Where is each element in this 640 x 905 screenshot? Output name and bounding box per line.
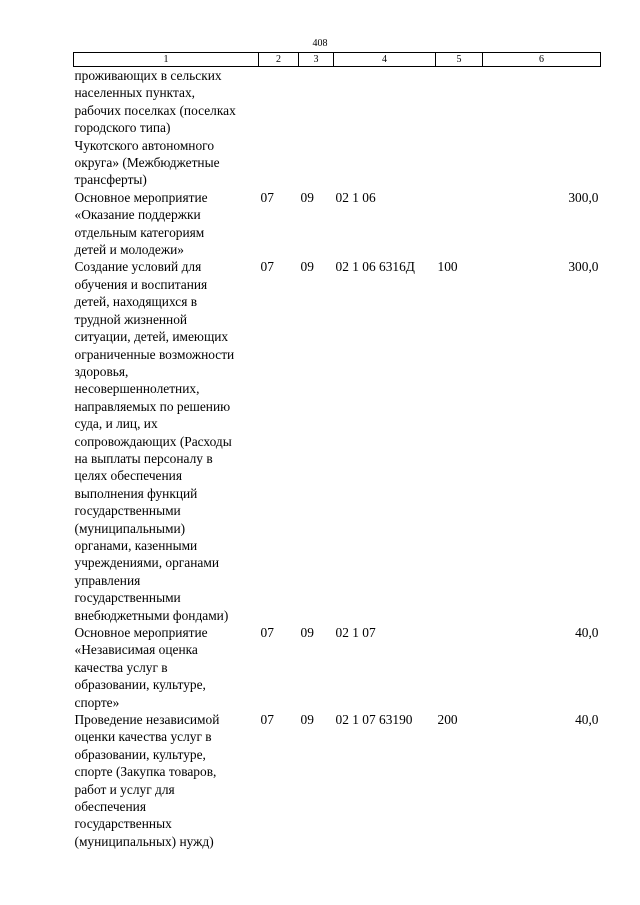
page-number: 408 <box>312 38 328 49</box>
amount: 40,0 <box>575 712 599 728</box>
item-name: проживающих в сельских населенных пунктах, рабочих поселках (поселках городского типа) Чукотского автономного округа» (Межбюджетные трансферты) <box>74 68 236 188</box>
section-code: 07 <box>260 625 274 640</box>
column-header: 4 <box>334 53 436 67</box>
expense-type-code: 100 <box>437 259 458 275</box>
target-article-code: 02 1 06 6316Д <box>335 259 415 275</box>
table-row <box>74 67 601 189</box>
subsection-code <box>299 67 334 189</box>
table-row <box>74 711 601 850</box>
amount: 40,0 <box>575 625 599 640</box>
expense-type-code <box>436 189 483 259</box>
section-code: 07 <box>260 189 274 205</box>
item-name: Основное мероприятие «Оказание поддержки отдельным категориям детей и молодежи» <box>74 189 208 258</box>
target-article-code: 02 1 07 <box>335 625 376 640</box>
column-header: 3 <box>299 53 334 67</box>
item-name: Проведение независимой оценки качества услуг в образовании, культуре, спорте (Закупка товаров, работ и услуг для обеспечения государственных (муниципальных) нужд) <box>74 712 220 849</box>
amount <box>483 67 601 189</box>
table-row <box>74 624 601 711</box>
table-row <box>74 189 601 259</box>
section-code: 07 <box>260 259 274 275</box>
amount: 300,0 <box>568 259 599 275</box>
subsection-code: 09 <box>300 189 314 205</box>
expense-type-code <box>436 67 483 189</box>
table-row <box>74 258 601 624</box>
column-number-row <box>74 53 601 67</box>
target-article-code: 02 1 06 <box>335 189 376 205</box>
item-name: Основное мероприятие «Независимая оценка качества услуг в образовании, культуре, спорте» <box>74 625 208 710</box>
budget-table <box>73 52 601 850</box>
section-code <box>259 67 299 189</box>
column-header: 2 <box>259 53 299 67</box>
expense-type-code <box>436 624 483 711</box>
column-header: 6 <box>483 53 601 67</box>
amount: 300,0 <box>568 189 599 205</box>
column-header: 5 <box>436 53 483 67</box>
subsection-code: 09 <box>300 259 314 275</box>
column-header: 1 <box>74 53 259 67</box>
item-name: Создание условий для обучения и воспитания детей, находящихся в трудной жизненной ситуации, детей, имеющих ограниченные возможности здоровья, несовершеннолетних, направляемых по решению суда, и лиц, их сопровождающих (Расходы на выплаты персоналу в целях обеспечения выполнения функций государственными (муниципальными) органами, казенными учреждениями, органами управления государственными внебюджетными фондами) <box>74 259 235 623</box>
target-article-code: 02 1 07 63190 <box>335 712 413 728</box>
expense-type-code: 200 <box>437 712 458 728</box>
section-code: 07 <box>260 712 274 728</box>
subsection-code: 09 <box>300 625 314 640</box>
target-article-code <box>334 67 436 189</box>
subsection-code: 09 <box>300 712 314 728</box>
